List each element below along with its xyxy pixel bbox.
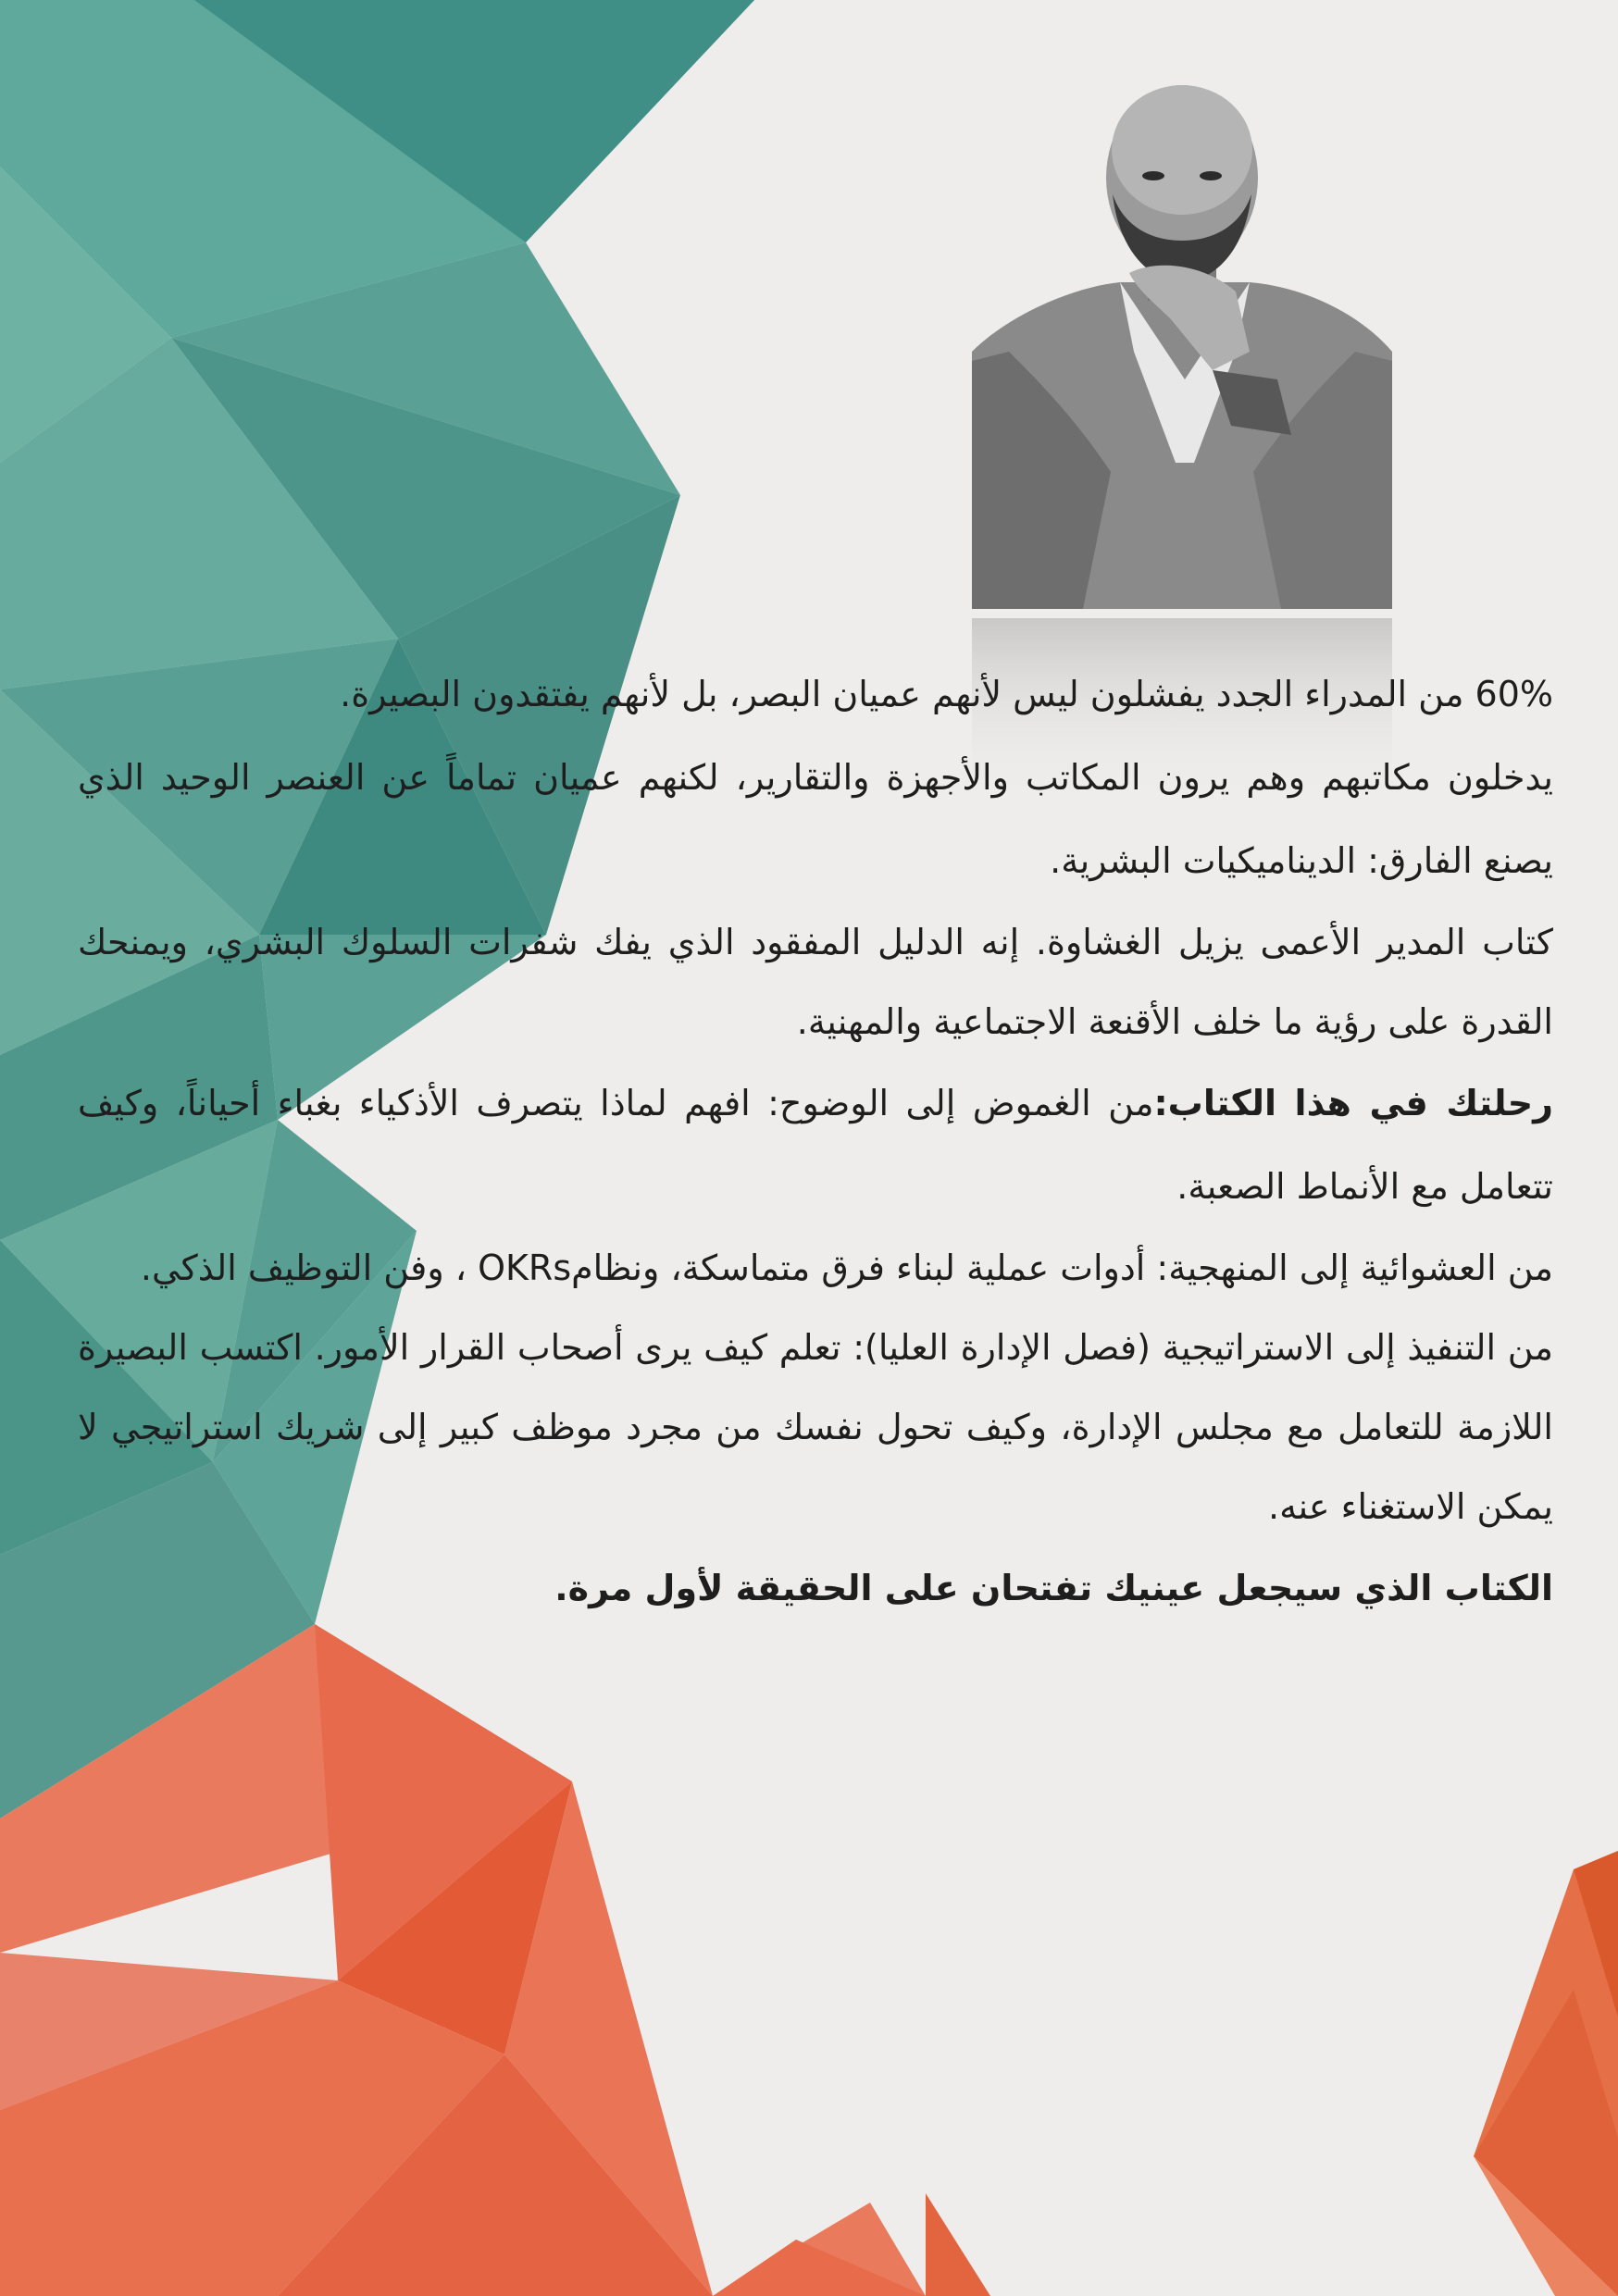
paragraph-book-purpose: كتاب المدير الأعمى يزيل الغشاوة. إنه الدليل المفقود الذي يفك شفرات السلوك البشري، ويمنحك القدرة على رؤية ما خلف الأقنعة الاجتماعية والمهنية. (78, 922, 1553, 1042)
paragraph-strategy: من التنفيذ إلى الاستراتيجية (فصل الإدارة العليا): تعلم كيف يرى أصحاب القرار الأمور. اكتسب البصيرة اللازمة للتعامل مع مجلس الإدارة، وكيف تحول نفسك من مجرد موظف كبير إلى شريك استراتيجي لا يمكن الاستغناء عنه. (78, 1327, 1553, 1527)
author-portrait (972, 74, 1392, 609)
journey-clarity: من الغموض إلى الوضوح: افهم لماذا يتصرف الأذكياء بغباء أحياناً، وكيف تتعامل مع الأنماط الصعبة. (78, 1083, 1553, 1207)
paragraph-statistic: 60% من المدراء الجدد يفشلون ليس لأنهم عميان البصر، بل لأنهم يفتقدون البصيرة. (340, 674, 1553, 714)
paragraph-methodology: من العشوائية إلى المنهجية: أدوات عملية لبناء فرق متماسكة، ونظامOKRs ، وفن التوظيف الذكي. (140, 1247, 1553, 1288)
orange-polygons-right (1474, 1851, 1618, 2296)
paragraph-blind-managers: يدخلون مكاتبهم وهم يرون المكاتب والأجهزة والتقارير، لكنهم عميان تماماً عن العنصر الوحيد الذي يصنع الفارق: الديناميكيات البشرية. (78, 757, 1553, 881)
closing-line: الكتاب الذي سيجعل عينيك تفتحان على الحقيقة لأول مرة. (554, 1568, 1553, 1608)
body-text (78, 652, 1553, 1630)
paragraph-journey (78, 1061, 1553, 1228)
journey-heading: رحلتك في هذا الكتاب: (1153, 1083, 1553, 1123)
